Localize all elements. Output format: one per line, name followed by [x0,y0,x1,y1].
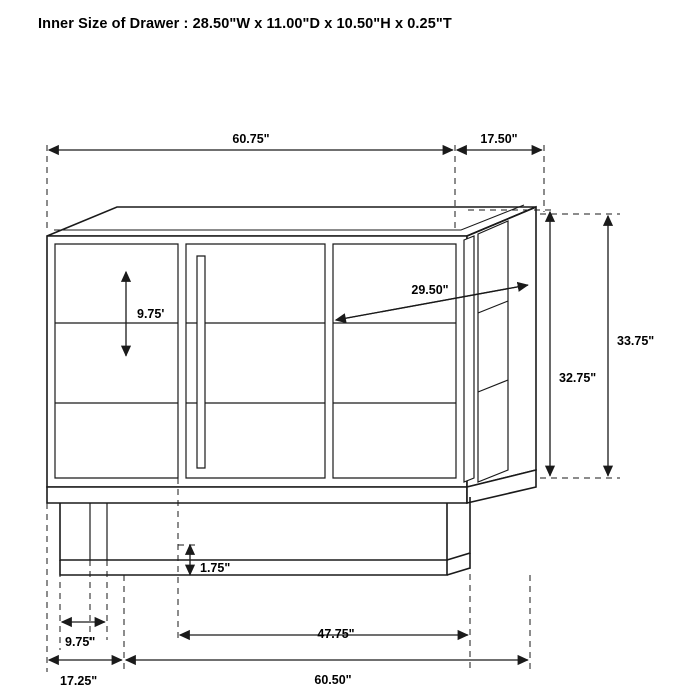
label-case-height: 32.75" [559,371,597,385]
label-plinth-height: 1.75" [200,561,231,575]
label-overall-height: 33.75" [617,334,655,348]
left-door-panel [55,244,178,478]
cabinet-top-panel [47,205,536,236]
label-base-overall-width: 60.50" [314,673,352,687]
cabinet-base-frame [60,497,470,575]
label-drawer-width: 29.50" [411,283,449,297]
label-drawer-height: 9.75' [137,307,165,321]
drawer-column-left [186,244,325,478]
label-top-width: 60.75" [232,132,270,146]
page-title: Inner Size of Drawer : 28.50"W x 11.00"D x 10.50"H x 0.25"T [38,16,452,32]
right-door-panel [464,221,508,482]
label-foot-depth: 9.75" [65,635,96,649]
label-foot-offset: 17.25" [60,674,98,688]
drawer-column-right [333,244,456,478]
label-base-inner-width: 47.75" [317,627,355,641]
label-top-depth: 17.50" [480,132,518,146]
